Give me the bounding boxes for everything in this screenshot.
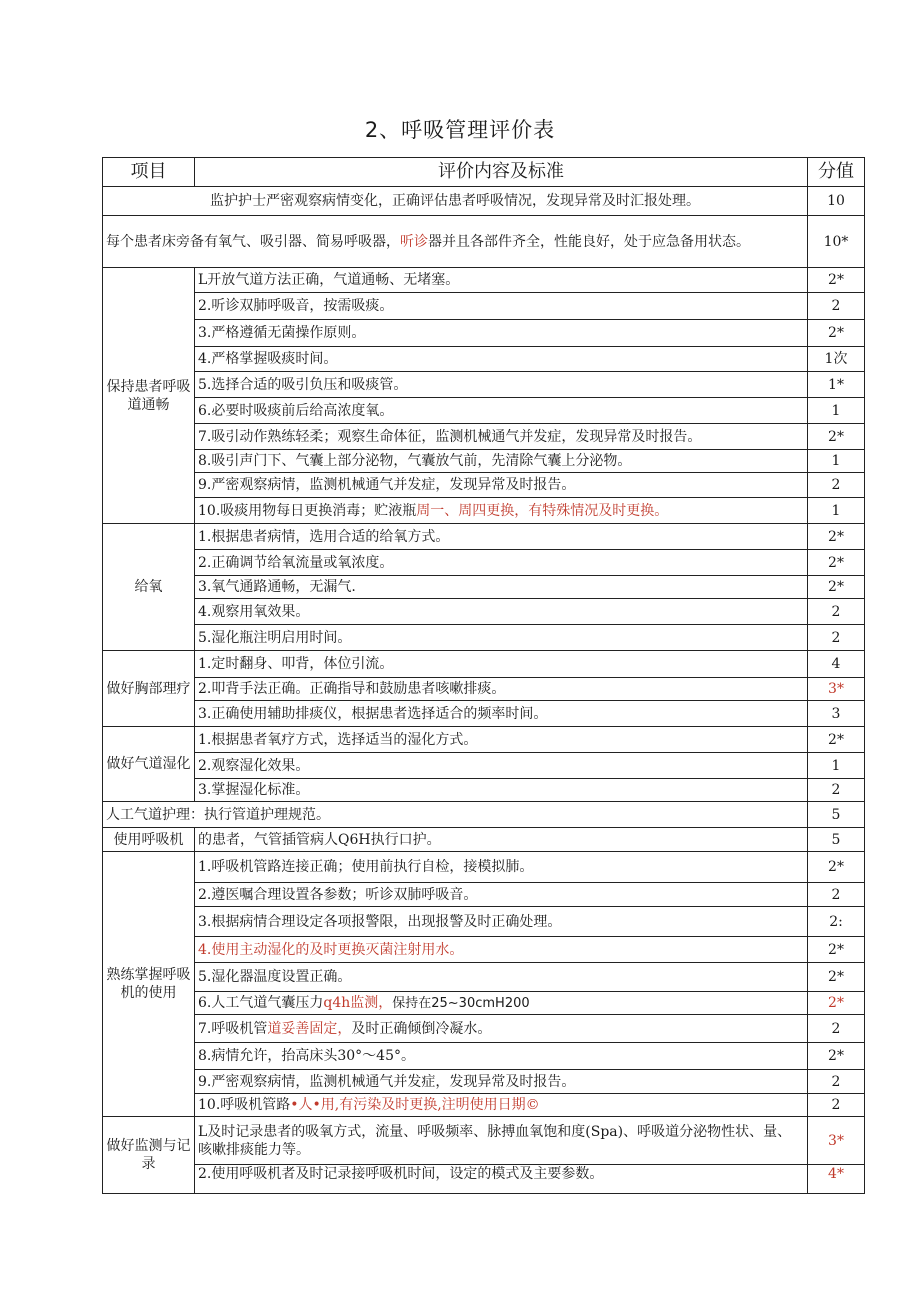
item-score: 1 [808, 450, 865, 473]
item-text: 4.严格掌握吸痰时间。 [195, 347, 808, 372]
table-row [103, 1070, 865, 1094]
table-row [103, 1117, 865, 1165]
item-score: 3* [808, 1117, 865, 1165]
item-score: 2* [808, 963, 865, 992]
item-score: 2* [808, 727, 865, 753]
row-content: 的患者，气管插管病人Q6H执行口护。 [195, 828, 808, 852]
item-text: 7.吸引动作熟练轻柔；观察生命体征，监测机械通气并发症，发现异常及时报告。 [195, 424, 808, 450]
item-text: 2.正确调节给氧流量或氧浓度。 [195, 550, 808, 576]
highlight-text: •人•用,有污染及时更换,注明使用日期© [290, 1097, 540, 1113]
item-text: 2.使用呼吸机者及时记录接呼吸机时间，设定的模式及主要参数。 [195, 1165, 808, 1194]
table-row [103, 473, 865, 498]
table-row [103, 424, 865, 450]
item-score: 2* [808, 320, 865, 347]
table-row [103, 937, 865, 963]
table-row [103, 347, 865, 372]
item-score: 1* [808, 372, 865, 398]
item-text: 8.吸引声门下、气囊上部分泌物，气囊放气前，先清除气囊上分泌物。 [195, 450, 808, 473]
item-text: 10.呼吸机管路•人•用,有污染及时更换,注明使用日期© [195, 1094, 808, 1117]
item-score: 2* [808, 524, 865, 550]
item-score: 2: [808, 907, 865, 937]
item-text: 2.观察湿化效果。 [195, 753, 808, 779]
item-text: 6.必要时吸痰前后给高浓度氧。 [195, 398, 808, 424]
item-text: 5.选择合适的吸引负压和吸痰管。 [195, 372, 808, 398]
item-score: 2* [808, 550, 865, 576]
table-row [103, 753, 865, 779]
table-row [103, 727, 865, 753]
item-score: 2* [808, 1043, 865, 1070]
table-row [103, 828, 865, 852]
category-monitoring: 做好监测与记录 [103, 1117, 195, 1194]
item-text: 8.病情允许，抬高床头30°～45°。 [195, 1043, 808, 1070]
item-text: 4.观察用氧效果。 [195, 599, 808, 625]
item-score: 3* [808, 678, 865, 701]
item-text: 1.定时翻身、叩背，体位引流。 [195, 651, 808, 678]
item-score: 4* [808, 1165, 865, 1194]
row-score: 10* [808, 216, 865, 268]
item-score: 4 [808, 651, 865, 678]
item-text: 3.氧气通路通畅，无漏气. [195, 576, 808, 599]
table-row [103, 293, 865, 320]
table-row [103, 802, 865, 828]
highlight-text: 道妥善固定， [267, 1020, 352, 1037]
table-row [103, 907, 865, 937]
item-score: 2 [808, 599, 865, 625]
table-row [103, 320, 865, 347]
table-row [103, 524, 865, 550]
item-text: 6.人工气道气囊压力q4h监测，保持在25~30cmH200 [195, 992, 808, 1015]
table-row [103, 268, 865, 293]
item-text: 3.掌握湿化标准。 [195, 779, 808, 802]
table-row [103, 883, 865, 907]
item-score: 2* [808, 852, 865, 883]
item-text: 9.严密观察病情，监测机械通气并发症，发现异常及时报告。 [195, 473, 808, 498]
item-score: 3 [808, 701, 865, 727]
item-text: 3.严格遵循无菌操作原则。 [195, 320, 808, 347]
row-content: 每个患者床旁备有氧气、吸引器、简易呼吸器，听诊器并且各部件齐全，性能良好，处于应急备用状态。 [103, 216, 808, 268]
header-item: 项目 [103, 158, 195, 187]
table-row [103, 450, 865, 473]
item-score: 2* [808, 937, 865, 963]
item-text: 2.遵医嘱合理设置各参数；听诊双肺呼吸音。 [195, 883, 808, 907]
item-text: L开放气道方法正确，气道通畅、无堵塞。 [195, 268, 808, 293]
highlight-text: 周一、周四更换，有特殊情况及时更换。 [416, 502, 669, 519]
table-header-row [103, 158, 865, 187]
highlight-text: 听诊 [400, 233, 428, 250]
item-score: 2* [808, 576, 865, 599]
table-row [103, 651, 865, 678]
row-content: 监护护士严密观察病情变化，正确评估患者呼吸情况，发现异常及时汇报处理。 [103, 187, 808, 216]
item-score: 2 [808, 1015, 865, 1043]
table-row [103, 216, 865, 268]
table-row [103, 1165, 865, 1194]
item-text: 2.叩背手法正确。正确指导和鼓励患者咳嗽排痰。 [195, 678, 808, 701]
table-row [103, 1043, 865, 1070]
item-score: 2 [808, 1094, 865, 1117]
item-score: 1 [808, 753, 865, 779]
table-row [103, 963, 865, 992]
item-score: 2* [808, 992, 865, 1015]
header-content: 评价内容及标准 [195, 158, 808, 187]
item-score: 1 [808, 398, 865, 424]
item-score: 2* [808, 424, 865, 450]
item-text: 1.根据患者氧疗方式，选择适当的湿化方式。 [195, 727, 808, 753]
item-text: 3.正确使用辅助排痰仪，根据患者选择适合的频率时间。 [195, 701, 808, 727]
table-row [103, 678, 865, 701]
table-row [103, 852, 865, 883]
row-score: 5 [808, 828, 865, 852]
table-row [103, 1094, 865, 1117]
row-score: 10 [808, 187, 865, 216]
item-text: 5.湿化器温度设置正确。 [195, 963, 808, 992]
item-score: 2 [808, 883, 865, 907]
item-score: 2* [808, 268, 865, 293]
category-airway: 保持患者呼吸道通畅 [103, 268, 195, 524]
table-row [103, 1015, 865, 1043]
page-title: 2、呼吸管理评价表 [364, 118, 556, 142]
table-row [103, 372, 865, 398]
item-text: 10.吸痰用物每日更换消毒；贮液瓶周一、周四更换，有特殊情况及时更换。 [195, 498, 808, 524]
table-row [103, 187, 865, 216]
row-left-label: 使用呼吸机 [103, 828, 195, 852]
highlight-text: q4h监测， [323, 994, 393, 1011]
table-row [103, 576, 865, 599]
header-score: 分值 [808, 158, 865, 187]
row-score: 5 [808, 802, 865, 828]
item-text: 5.湿化瓶注明启用时间。 [195, 625, 808, 651]
item-score: 2 [808, 293, 865, 320]
evaluation-table [102, 157, 865, 1194]
table-row [103, 550, 865, 576]
item-score: 2 [808, 1070, 865, 1094]
item-text: 3.根据病情合理设定各项报警限，出现报警及时正确处理。 [195, 907, 808, 937]
item-text: 9.严密观察病情，监测机械通气并发症，发现异常及时报告。 [195, 1070, 808, 1094]
table-row [103, 398, 865, 424]
row-content: 人工气道护理：执行管道护理规范。 [103, 802, 808, 828]
table-row [103, 779, 865, 802]
category-oxygen: 给氧 [103, 524, 195, 651]
item-text: 7.呼吸机管道妥善固定，及时正确倾倒冷凝水。 [195, 1015, 808, 1043]
table-row [103, 992, 865, 1015]
table-row [103, 701, 865, 727]
table-row [103, 625, 865, 651]
item-text: 2.听诊双肺呼吸音，按需吸痰。 [195, 293, 808, 320]
category-chest-therapy: 做好胸部理疗 [103, 651, 195, 727]
item-text: 1.根据患者病情，选用合适的给氧方式。 [195, 524, 808, 550]
item-score: 1次 [808, 347, 865, 372]
item-text: 1.呼吸机管路连接正确；使用前执行自检，接模拟肺。 [195, 852, 808, 883]
item-text: 4.使用主动湿化的及时更换灭菌注射用水。 [195, 937, 808, 963]
table-row [103, 599, 865, 625]
item-score: 2 [808, 473, 865, 498]
category-humidification: 做好气道湿化 [103, 727, 195, 802]
category-ventilator: 熟练掌握呼吸机的使用 [103, 852, 195, 1117]
table-row [103, 498, 865, 524]
item-score: 2 [808, 625, 865, 651]
item-text: L及时记录患者的吸氧方式，流量、呼吸频率、脉搏血氧饱和度(Spa)、呼吸道分泌物性状、量、咳嗽排痰能力等。 [195, 1117, 808, 1165]
item-score: 1 [808, 498, 865, 524]
item-score: 2 [808, 779, 865, 802]
